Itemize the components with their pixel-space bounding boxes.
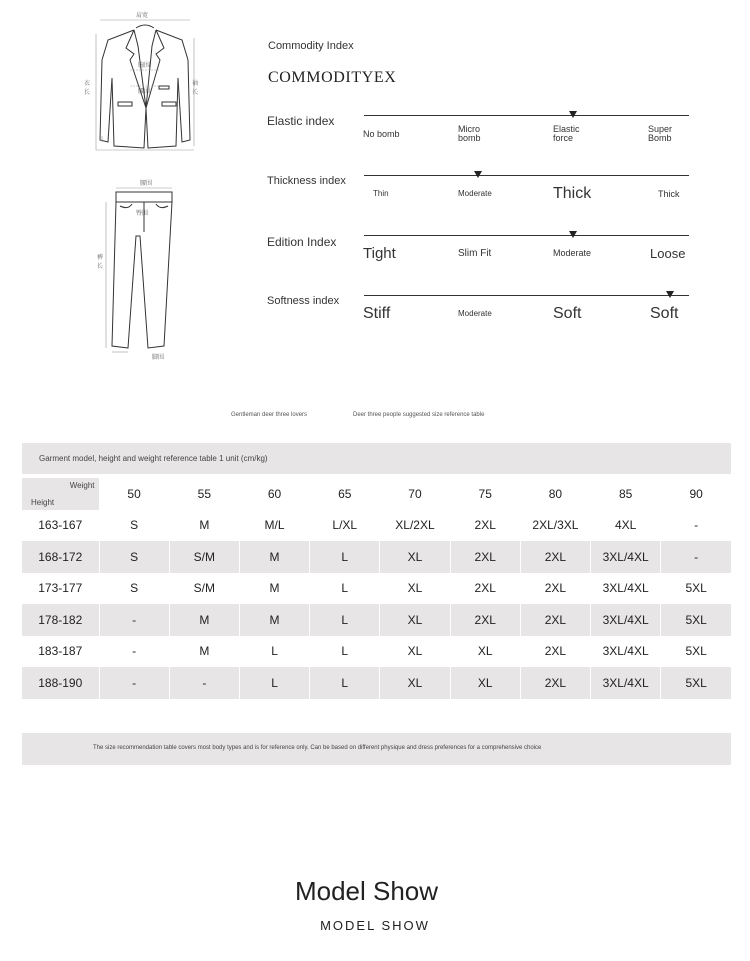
weight-header: 50 [99, 478, 169, 510]
size-cell: XL [380, 604, 450, 636]
table-row [22, 573, 731, 605]
size-cell: L [239, 667, 309, 699]
size-cell: L [310, 541, 380, 573]
size-cell: - [661, 510, 731, 542]
softness-option-1: Stiff [363, 305, 391, 322]
size-table-heading: Garment model, height and weight reference table 1 unit (cm/kg) [39, 454, 268, 463]
size-cell: XL [380, 636, 450, 668]
size-cell: M [239, 573, 309, 605]
jacket-sketch [86, 8, 204, 154]
weight-header: 80 [520, 478, 590, 510]
size-cell: 2XL [520, 573, 590, 605]
table-row [22, 667, 731, 699]
elastic-option-4: Super Bomb [648, 124, 673, 144]
pants-length-label: 裤长 [97, 255, 104, 270]
size-cell: XL [380, 667, 450, 699]
size-cell: - [99, 636, 169, 668]
size-cell: 5XL [661, 636, 731, 668]
weight-header: 55 [169, 478, 239, 510]
softness-option-3: Soft [553, 305, 582, 322]
jacket-length-label: 衣长 [84, 81, 91, 96]
size-cell: - [99, 667, 169, 699]
size-table-heading-bar [22, 443, 731, 474]
size-cell: 5XL [661, 667, 731, 699]
jacket-sleeve-label: 袖长 [192, 81, 199, 96]
corner-cell [22, 478, 99, 510]
size-cell: XL [450, 636, 520, 668]
softness-index-label: Softness index [267, 295, 340, 307]
height-cell: 178-182 [22, 604, 99, 636]
edition-index-label: Edition Index [267, 235, 337, 249]
size-cell: 2XL [450, 604, 520, 636]
weight-header: 70 [380, 478, 450, 510]
edition-option-4: Loose [650, 246, 686, 261]
size-cell: S [99, 541, 169, 573]
size-cell: XL [380, 573, 450, 605]
size-cell: L [239, 636, 309, 668]
edition-option-3: Moderate [553, 248, 592, 258]
size-cell: 2XL [450, 510, 520, 542]
pants-sketch [96, 176, 176, 362]
size-cell: 2XL [450, 573, 520, 605]
softness-index-marker-icon [666, 291, 674, 298]
softness-option-2: Moderate [458, 309, 492, 318]
elastic-index-row [267, 112, 697, 172]
edition-option-2: Slim Fit [458, 248, 492, 259]
size-cell: M [169, 510, 239, 542]
thickness-index-marker-icon [474, 171, 482, 178]
pants-hip-label: 臀围 [136, 211, 149, 217]
size-note: The size recommendation table covers most body types and is for reference only. Can be based on different physique and dress preferences for a comprehensive choice [93, 745, 542, 751]
elastic-index-label: Elastic index [267, 114, 335, 128]
thickness-option-3: Thick [553, 185, 592, 202]
height-cell: 163-167 [38, 518, 83, 533]
size-cell: 2XL [520, 604, 590, 636]
elastic-option-2: Micro bomb [458, 124, 481, 144]
size-cell: S/M [169, 573, 239, 605]
softness-index-scale [364, 295, 689, 296]
size-cell: 2XL [450, 541, 520, 573]
size-cell: S [99, 510, 169, 542]
caption-right: Deer three people suggested size reference table [353, 412, 485, 418]
size-cell: S [99, 573, 169, 605]
elastic-option-3: Elastic force [553, 124, 580, 144]
size-cell: 3XL/4XL [591, 636, 661, 668]
edition-option-1: Tight [363, 245, 396, 262]
size-cell: 2XL [520, 667, 590, 699]
jacket-shoulder-label: 肩宽 [136, 13, 149, 19]
thickness-option-1: Thin [373, 189, 389, 198]
corner-weight-label: Weight [69, 481, 95, 490]
size-cell: - [99, 604, 169, 636]
elastic-index-scale [364, 115, 689, 116]
size-cell: 3XL/4XL [591, 604, 661, 636]
weight-header: 65 [310, 478, 380, 510]
table-row [22, 604, 731, 636]
elastic-option-1: No bomb [363, 129, 400, 139]
edition-index-scale [364, 235, 689, 236]
table-row [22, 636, 731, 668]
size-cell: 5XL [661, 604, 731, 636]
size-cell: 3XL/4XL [591, 541, 661, 573]
commodity-index-subtitle: COMMODITYEX [268, 69, 397, 86]
size-cell: 5XL [661, 573, 731, 605]
table-header-row [22, 478, 731, 510]
weight-header: 90 [661, 478, 731, 510]
thickness-index-label: Thickness index [267, 175, 346, 187]
pants-hem-label: 脚围 [152, 355, 165, 361]
size-cell: L [310, 636, 380, 668]
height-cell: 188-190 [22, 667, 99, 699]
size-cell: M [239, 604, 309, 636]
edition-index-row [267, 232, 697, 292]
pants-outline-icon [96, 176, 176, 362]
softness-index-row [267, 292, 697, 352]
size-cell: 3XL/4XL [591, 667, 661, 699]
size-cell: L [310, 573, 380, 605]
jacket-chest-label: 胸围 [138, 63, 151, 69]
size-note-bar [22, 733, 731, 765]
size-cell: XL [380, 541, 450, 573]
thickness-index-row [267, 172, 697, 232]
height-cell: 183-187 [38, 644, 83, 659]
height-cell: 168-172 [22, 541, 99, 573]
size-cell: XL [450, 667, 520, 699]
size-cell: 2XL/3XL [520, 510, 590, 542]
size-cell: M [239, 541, 309, 573]
jacket-waist-label: 腰围 [138, 89, 151, 95]
size-cell: - [169, 667, 239, 699]
weight-header: 60 [239, 478, 309, 510]
jacket-outline-icon [86, 8, 204, 154]
thickness-option-2: Moderate [458, 189, 492, 198]
elastic-index-marker-icon [569, 111, 577, 118]
height-cell: 173-177 [38, 581, 83, 596]
size-cell: L [310, 667, 380, 699]
size-table [22, 478, 731, 699]
weight-header: 85 [591, 478, 661, 510]
pants-waist-label: 腰围 [140, 181, 153, 187]
model-show-title: Model Show [294, 876, 439, 906]
size-cell: 2XL [520, 541, 590, 573]
size-cell: - [661, 541, 731, 573]
table-row [22, 510, 731, 542]
weight-header: 75 [450, 478, 520, 510]
size-cell: M [169, 604, 239, 636]
size-cell: S/M [169, 541, 239, 573]
edition-index-marker-icon [569, 231, 577, 238]
commodity-index-title: Commodity Index [268, 40, 354, 52]
thickness-index-scale [364, 175, 689, 176]
size-cell: L/XL [310, 510, 380, 542]
size-cell: L [310, 604, 380, 636]
model-show-subtitle: MODEL SHOW [320, 918, 430, 933]
size-cell: M [169, 636, 239, 668]
corner-height-label: Height [31, 497, 55, 507]
thickness-option-4: Thick [658, 189, 680, 199]
size-cell: 4XL [591, 510, 661, 542]
size-cell: 2XL [520, 636, 590, 668]
table-row [22, 541, 731, 573]
softness-option-4: Soft [650, 305, 679, 322]
caption-left: Gentleman deer three lovers [231, 412, 308, 418]
size-cell: XL/2XL [380, 510, 450, 542]
size-cell: M/L [239, 510, 309, 542]
size-cell: 3XL/4XL [591, 573, 661, 605]
